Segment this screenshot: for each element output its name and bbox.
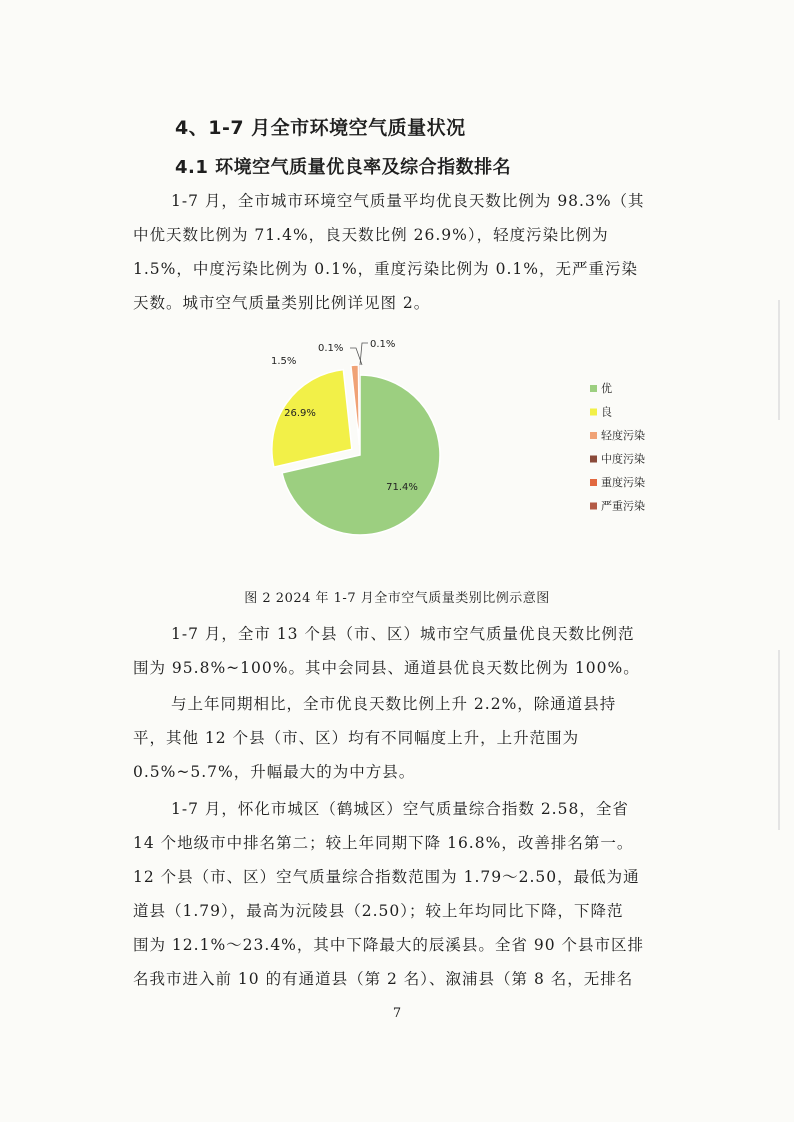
paragraph-line: 14 个地级市中排名第二；较上年同期下降 16.8%，改善排名第一。	[133, 834, 634, 852]
paragraph-line: 1-7 月，全市 13 个县（市、区）城市空气质量优良天数比例范	[171, 625, 635, 643]
paragraph-year-comparison	[133, 687, 665, 789]
paragraph-line: 1-7 月，怀化市城区（鹤城区）空气质量综合指数 2.58，全省	[171, 800, 629, 818]
legend-swatch-重度污染	[590, 479, 597, 486]
legend-label-重度污染: 重度污染	[601, 476, 645, 489]
paragraph-line: 与上年同期相比，全市优良天数比例上升 2.2%，除通道县持	[171, 695, 617, 713]
paragraph-line: 中优天数比例为 71.4%，良天数比例 26.9%），轻度污染比例为	[133, 226, 609, 244]
paragraph-line: 0.5%~5.7%，升幅最大的为中方县。	[133, 763, 416, 781]
page-number: 7	[392, 1006, 402, 1021]
paragraph-line: 围为 95.8%~100%。其中会同县、通道县优良天数比例为 100%。	[133, 659, 640, 677]
paragraph-air-quality-summary	[133, 184, 665, 320]
paragraph-line: 天数。城市空气质量类别比例详见图 2。	[133, 294, 431, 312]
data-label-良: 26.9%	[284, 408, 316, 419]
legend-swatch-严重污染	[590, 503, 597, 510]
paragraph-county-range	[133, 617, 665, 685]
scan-artifact	[778, 300, 780, 420]
paragraph-line: 名我市进入前 10 的有通道县（第 2 名）、溆浦县（第 8 名，无排名	[133, 970, 634, 988]
legend-label-严重污染: 严重污染	[601, 499, 645, 513]
data-label-轻度污染: 1.5%	[271, 356, 297, 367]
paragraph-line: 围为 12.1%～23.4%，其中下降最大的辰溪县。全省 90 个县市区排	[133, 936, 644, 954]
legend-label-优: 优	[601, 382, 612, 395]
legend-label-中度污染: 中度污染	[601, 452, 645, 466]
paragraph-line: 12 个县（市、区）空气质量综合指数范围为 1.79～2.50，最低为通	[133, 868, 640, 886]
legend-label-轻度污染: 轻度污染	[601, 429, 645, 442]
section-heading: 4、1-7 月全市环境空气质量状况	[175, 117, 466, 139]
scan-artifact	[778, 650, 780, 830]
legend-swatch-中度污染	[590, 456, 597, 463]
data-label-重度污染: 0.1%	[370, 339, 396, 350]
legend-swatch-轻度污染	[590, 432, 597, 439]
paragraph-line: 1-7 月，全市城市环境空气质量平均优良天数比例为 98.3%（其	[171, 192, 645, 210]
pie-slice-轻度污染	[351, 365, 360, 445]
paragraph-composite-index	[133, 792, 665, 996]
legend-swatch-优	[590, 385, 597, 392]
legend-swatch-良	[590, 409, 597, 416]
air-quality-pie-chart	[240, 330, 680, 580]
paragraph-line: 道县（1.79），最高为沅陵县（2.50）；较上年均同比下降，下降范	[133, 902, 624, 920]
legend-label-良: 良	[601, 405, 612, 419]
paragraph-line: 平，其他 12 个县（市、区）均有不同幅度上升，上升范围为	[133, 729, 580, 747]
paragraph-line: 1.5%，中度污染比例为 0.1%，重度污染比例为 0.1%，无严重污染	[133, 260, 638, 278]
subsection-heading: 4.1 环境空气质量优良率及综合指数排名	[175, 157, 512, 178]
figure-caption: 图 2 2024 年 1-7 月全市空气质量类别比例示意图	[244, 591, 550, 606]
data-label-中度污染: 0.1%	[318, 343, 344, 354]
data-label-优: 71.4%	[386, 482, 418, 493]
